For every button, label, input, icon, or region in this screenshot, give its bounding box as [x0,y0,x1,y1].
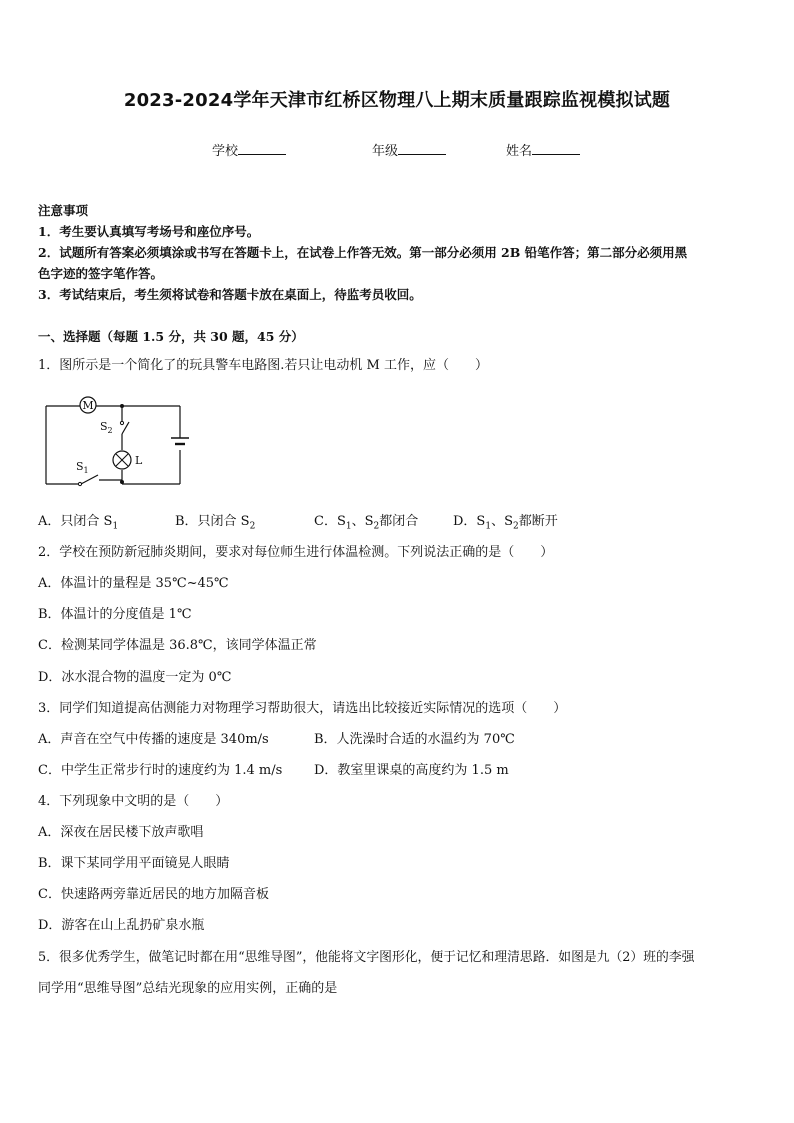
name-field[interactable] [506,140,580,159]
lamp-label: L [135,454,143,467]
switch-s1-icon [76,460,98,486]
name-blank[interactable] [532,142,580,155]
notice-item: 1．考生要认真填写考场号和座位序号。 [38,224,260,239]
school-field[interactable] [212,140,286,159]
section-heading: 一、选择题（每题 1.5 分，共 30 题，45 分） [38,329,304,344]
q2-option-b[interactable]: B．体温计的分度值是 1℃ [38,607,192,622]
q3-option-c[interactable]: C．中学生正常步行时的速度约为 1.4 m/s [38,763,283,778]
q2-option-d[interactable]: D．冰水混合物的温度一定为 0℃ [38,670,232,685]
switch-s1-label: $S_1$ [76,460,89,475]
q1-stem: 1．图所示是一个简化了的玩具警车电路图.若只让电动机 M 工作，应（ ） [38,358,488,373]
q1-option-c[interactable]: C．$S_1$、$S_2$都闭合 [314,514,419,532]
school-blank[interactable] [238,142,286,155]
junction-dot [120,480,124,484]
notice-heading: 注意事项 [38,203,89,218]
school-label: 学校 [212,144,239,159]
notice-item: 2．试题所有答案必须填涂或书写在答题卡上，在试卷上作答无效。第一部分必须用 2B 铅笔作答；第二部分必须用黑 [38,245,688,260]
q3-option-d[interactable]: D．教室里课桌的高度约为 1.5 m [314,763,509,778]
q2-option-a[interactable]: A．体温计的量程是 35℃~45℃ [38,576,229,591]
junction-dot [120,404,124,408]
motor-label: M [82,399,94,412]
grade-label: 年级 [372,144,399,159]
q2-stem: 2．学校在预防新冠肺炎期间，要求对每位师生进行体温检测。下列说法正确的是（ ） [38,545,554,560]
q3-option-a[interactable]: A．声音在空气中传播的速度是 340m/s [38,732,269,747]
q4-option-b[interactable]: B．课下某同学用平面镜晃人眼睛 [38,856,230,871]
q4-option-a[interactable]: A．深夜在居民楼下放声歌唱 [38,825,204,840]
page-title: 2023-2024学年天津市红桥区物理八上期末质量跟踪监视模拟试题 [123,90,671,111]
motor-icon [80,397,96,413]
battery-icon [171,438,189,444]
notice-block [38,200,760,305]
q4-stem: 4．下列现象中文明的是（ ） [38,794,229,809]
q1-circuit-diagram [38,392,198,494]
grade-blank[interactable] [398,142,446,155]
lamp-icon [113,451,143,469]
q1-option-b[interactable]: B．只闭合 $S_2$ [175,514,256,532]
q5-stem-line: 同学用“思维导图”总结光现象的应用实例，正确的是 [38,981,338,996]
q2-option-c[interactable]: C．检测某同学体温是 36.8℃，该同学体温正常 [38,638,317,653]
q3-stem: 3．同学们知道提高估测能力对物理学习帮助很大，请选出比较接近实际情况的选项（ ） [38,701,567,716]
q4-option-c[interactable]: C．快速路两旁靠近居民的地方加隔音板 [38,887,269,902]
notice-item: 3．考试结束后，考生须将试卷和答题卡放在桌面上，待监考员收回。 [38,287,422,302]
q4-option-d[interactable]: D．游客在山上乱扔矿泉水瓶 [38,918,205,933]
q5-stem-line: 5．很多优秀学生，做笔记时都在用“思维导图”，他能将文字图形化，便于记忆和理清思路．如图是九（2）班的李强 [38,950,695,965]
switch-s2-icon [100,420,129,435]
notice-item: 色字迹的签字笔作答。 [38,266,164,281]
name-label: 姓名 [506,144,533,159]
q1-option-d[interactable]: D．$S_1$、$S_2$都断开 [453,514,558,532]
switch-s2-label: $S_2$ [100,420,113,435]
q3-option-b[interactable]: B．人洗澡时合适的水温约为 70℃ [314,732,515,747]
q1-option-a[interactable]: A．只闭合 $S_1$ [38,514,119,532]
grade-field[interactable] [372,140,446,159]
